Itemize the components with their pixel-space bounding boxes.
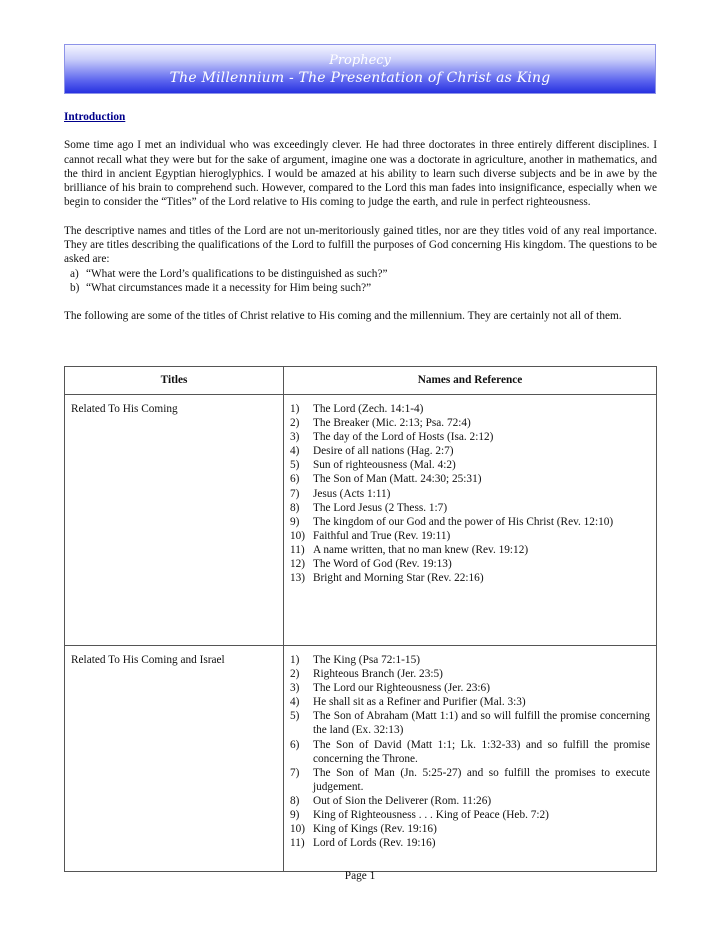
list-item (290, 458, 650, 472)
list-item (290, 501, 650, 515)
header-titles: Titles (65, 367, 284, 395)
item-text: He shall sit as a Refiner and Purifier (Mal. 3:3) (313, 696, 526, 709)
titles-table (64, 366, 657, 872)
introduction-heading: Introduction (64, 111, 126, 123)
question-marker: a) (70, 267, 79, 280)
item-number: 10) (290, 823, 306, 836)
intro-paragraph-2: The descriptive names and titles of the Lord are not un-meritoriously gained titles, nor are they titles void of any real importance. They are titles describing the qualifications of the Lord to fulfill the purposes of God concerning His kingdom. The questions to be asked are: (64, 224, 657, 266)
list-item (290, 836, 650, 850)
item-text: The Breaker (Mic. 2:13; Psa. 72:4) (313, 417, 471, 430)
item-number: 6) (290, 473, 300, 486)
item-number: 12) (290, 558, 306, 571)
table-row (65, 395, 657, 646)
names-cell (284, 646, 657, 872)
category-label: Related To His Coming and Israel (71, 654, 225, 666)
list-item (290, 709, 650, 737)
list-item (290, 822, 650, 836)
item-number: 2) (290, 668, 300, 681)
item-text: Jesus (Acts 1:11) (313, 487, 391, 500)
item-number: 3) (290, 431, 300, 444)
list-item (290, 695, 650, 709)
item-number: 11) (290, 837, 305, 850)
item-text: King of Kings (Rev. 19:16) (313, 823, 437, 836)
item-text: The King (Psa 72:1-15) (313, 654, 420, 666)
item-text: Lord of Lords (Rev. 19:16) (313, 837, 436, 850)
item-text: Sun of righteousness (Mal. 4:2) (313, 459, 456, 472)
list-item (290, 402, 650, 416)
item-text: The Lord (Zech. 14:1-4) (313, 403, 424, 415)
names-list (284, 646, 656, 850)
list-item (290, 738, 650, 766)
item-text: A name written, that no man knew (Rev. 19:12) (313, 543, 529, 556)
table-row (65, 646, 657, 872)
list-item (290, 766, 650, 794)
question-text: “What circumstances made it a necessity for Him being such?” (86, 281, 372, 294)
header-names-reference: Names and Reference (284, 367, 657, 395)
item-text: Desire of all nations (Hag. 2:7) (313, 445, 454, 458)
item-text: The day of the Lord of Hosts (Isa. 2:12) (313, 431, 494, 444)
item-number: 2) (290, 417, 300, 430)
category-cell (65, 646, 284, 872)
category-cell (65, 395, 284, 646)
item-number: 8) (290, 794, 300, 807)
category-label: Related To His Coming (71, 403, 178, 415)
item-number: 11) (290, 543, 305, 556)
item-number: 9) (290, 515, 300, 528)
questions-list (64, 267, 657, 296)
item-text: The Son of Abraham (Matt 1:1) and so will fulfill the promise concerning the land (Ex. 32:13) (313, 710, 650, 737)
title-banner (64, 44, 656, 94)
list-item (290, 430, 650, 444)
title-prophecy: Prophecy (329, 53, 391, 68)
item-text: The Son of David (Matt 1:1; Lk. 1:32-33) and so fulfill the promise concerning the Throne. (313, 738, 650, 765)
list-item (290, 487, 650, 501)
list-item (290, 681, 650, 695)
item-number: 8) (290, 501, 300, 514)
names-cell (284, 395, 657, 646)
question-item (64, 267, 657, 281)
list-item (290, 529, 650, 543)
item-text: The Son of Man (Matt. 24:30; 25:31) (313, 473, 482, 486)
item-number: 5) (290, 459, 300, 472)
introduction-section (64, 110, 657, 338)
item-number: 10) (290, 529, 306, 542)
item-number: 1) (290, 403, 300, 415)
item-text: Bright and Morning Star (Rev. 22:16) (313, 572, 484, 585)
question-marker: b) (70, 281, 80, 294)
item-text: Faithful and True (Rev. 19:11) (313, 529, 451, 542)
item-text: The Lord our Righteousness (Jer. 23:6) (313, 682, 490, 695)
item-number: 7) (290, 487, 300, 500)
title-subtitle: The Millennium - The Presentation of Christ as King (169, 70, 551, 86)
item-text: King of Righteousness . . . King of Peace (Heb. 7:2) (313, 809, 549, 822)
intro-paragraph-1: Some time ago I met an individual who was exceedingly clever. He had three doctorates in three entirely different disciplines. I cannot recall what they were but for the sake of argument, imagine one was a doctorate in agriculture, another in mathematics, and the third in ancient Egyptian hieroglyphics. I would be amazed at his ability to learn such diverse subjects and be in awe by the brilliance of his brain to comprehend such. However, compared to the Lord this man fades into insignificance, especially when we begin to consider the “Titles” of the Lord relative to His coming to judge the earth, and rule in perfect righteousness. (64, 139, 657, 209)
item-text: The Lord Jesus (2 Thess. 1:7) (313, 501, 448, 514)
item-number: 4) (290, 696, 300, 709)
item-number: 6) (290, 738, 300, 751)
list-item (290, 416, 650, 430)
item-number: 9) (290, 809, 300, 822)
item-text: The kingdom of our God and the power of His Christ (Rev. 12:10) (313, 515, 614, 528)
item-text: Out of Sion the Deliverer (Rom. 11:26) (313, 794, 492, 807)
list-item (290, 557, 650, 571)
item-number: 13) (290, 572, 306, 585)
page-number: Page 1 (344, 870, 376, 882)
item-number: 3) (290, 682, 300, 695)
question-text: “What were the Lord’s qualifications to be distinguished as such?” (86, 267, 388, 280)
list-item (290, 808, 650, 822)
item-number: 7) (290, 766, 300, 779)
list-item (290, 667, 650, 681)
question-item (64, 281, 657, 295)
list-item (290, 515, 650, 529)
list-item (290, 543, 650, 557)
intro-paragraph-3: The following are some of the titles of Christ relative to His coming and the millennium. They are certainly not all of them. (64, 310, 622, 323)
list-item (290, 472, 650, 486)
table-header-row (65, 367, 657, 395)
item-text: The Word of God (Rev. 19:13) (313, 558, 452, 571)
item-number: 1) (290, 654, 300, 666)
list-item (290, 571, 650, 585)
item-text: Righteous Branch (Jer. 23:5) (313, 668, 443, 681)
list-item (290, 794, 650, 808)
item-text: The Son of Man (Jn. 5:25-27) and so fulfill the promises to execute judgement. (313, 766, 650, 793)
item-number: 4) (290, 445, 300, 458)
item-number: 5) (290, 710, 300, 723)
names-list (284, 395, 656, 585)
list-item (290, 653, 650, 667)
list-item (290, 444, 650, 458)
